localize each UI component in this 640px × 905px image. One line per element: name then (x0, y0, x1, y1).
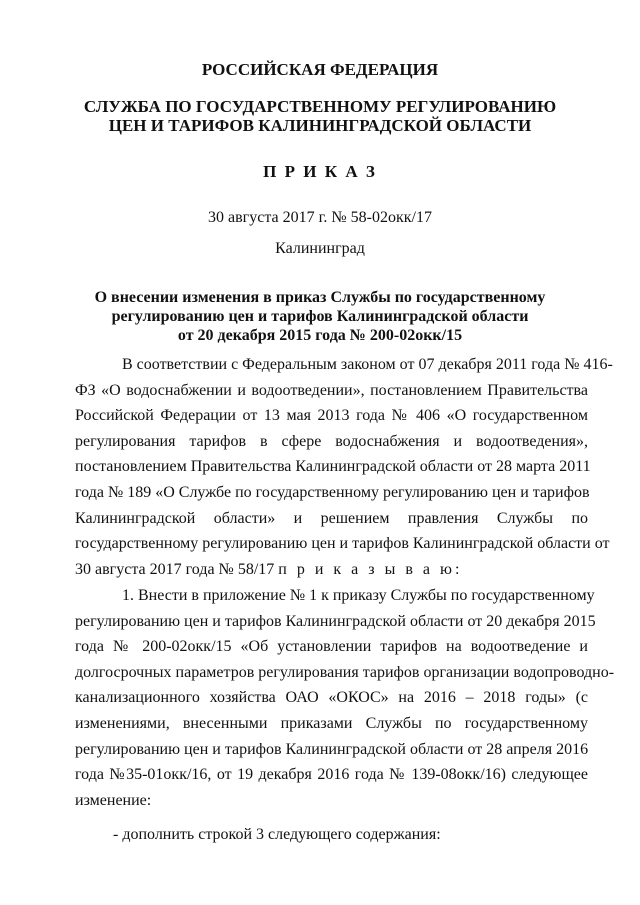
item1-last-line: изменение: (75, 791, 152, 809)
subject-line3: от 20 декабря 2015 года № 200-02окк/15 (177, 327, 463, 344)
bullet-line: - дополнить строкой 3 следующего содержания: (113, 826, 441, 843)
preamble-date-ref: 30 августа 2017 года № 58/17 (75, 560, 275, 578)
doc-type-heading: П Р И К А З (263, 162, 377, 181)
country-heading: РОССИЙСКАЯ ФЕДЕРАЦИЯ (201, 60, 439, 79)
item1-line: долгосрочных параметров регулирования тарифов организации водопроводно- (75, 663, 615, 681)
city: Калининград (275, 240, 365, 257)
bullet-paragraph (75, 822, 588, 848)
preamble-paragraph (75, 352, 613, 582)
subject-line1: О внесении изменения в приказ Службы по государственному (94, 289, 546, 306)
preamble-line: регулирования тарифов в сфере водоснабжения и водоотведения», (75, 432, 588, 450)
item1-line: года №35-01окк/16, от 19 декабря 2016 года № 139-08окк/16) следующее (75, 766, 588, 784)
item1-line: изменениями, внесенными приказами Службы по государственному (75, 714, 588, 732)
date-number: 30 августа 2017 г. № 58-02окк/17 (208, 209, 432, 226)
item1-line: 1. Внести в приложение № 1 к приказу Службы по государственному (122, 587, 595, 604)
item1-line: канализационного хозяйства ОАО «ОКОС» на 2016 – 2018 годы» (с (75, 689, 588, 707)
preamble-line: постановлением Правительства Калининградской области от 28 марта 2011 (75, 458, 591, 476)
item1-paragraph (75, 583, 615, 813)
item1-line: года № 200-02окк/15 «Об установлении тарифов на водоотведение и (75, 638, 588, 656)
subject-line2: регулированию цен и тарифов Калининградской области (111, 308, 529, 325)
item1-line: регулированию цен и тарифов Калининградской области от 20 декабря 2015 (75, 612, 596, 630)
preamble-line: года № 189 «О Службе по государственному регулированию цен и тарифов (75, 483, 590, 501)
agency-heading-line1: СЛУЖБА ПО ГОСУДАРСТВЕННОМУ РЕГУЛИРОВАНИЮ (83, 97, 557, 116)
preamble-line: Российской Федерации от 13 мая 2013 года № 406 «О государственном (75, 407, 588, 425)
preamble-last-line (75, 557, 588, 583)
preamble-line: В соответствии с Федеральным законом от 07 декабря 2011 года № 416- (122, 356, 613, 373)
agency-heading-line2: ЦЕН И ТАРИФОВ КАЛИНИНГРАДСКОЙ ОБЛАСТИ (108, 116, 532, 135)
preamble-line: ФЗ «О водоснабжении и водоотведении», постановлением Правительства (75, 381, 588, 399)
item1-line: регулированию цен и тарифов Калининградской области от 28 апреля 2016 (75, 740, 589, 758)
preamble-line: государственному регулированию цен и тарифов Калининградской области от (75, 535, 610, 553)
decree-word: п р и к а з ы в а ю: (278, 560, 463, 578)
preamble-line: Калининградской области» и решением правления Службы по (75, 509, 588, 527)
